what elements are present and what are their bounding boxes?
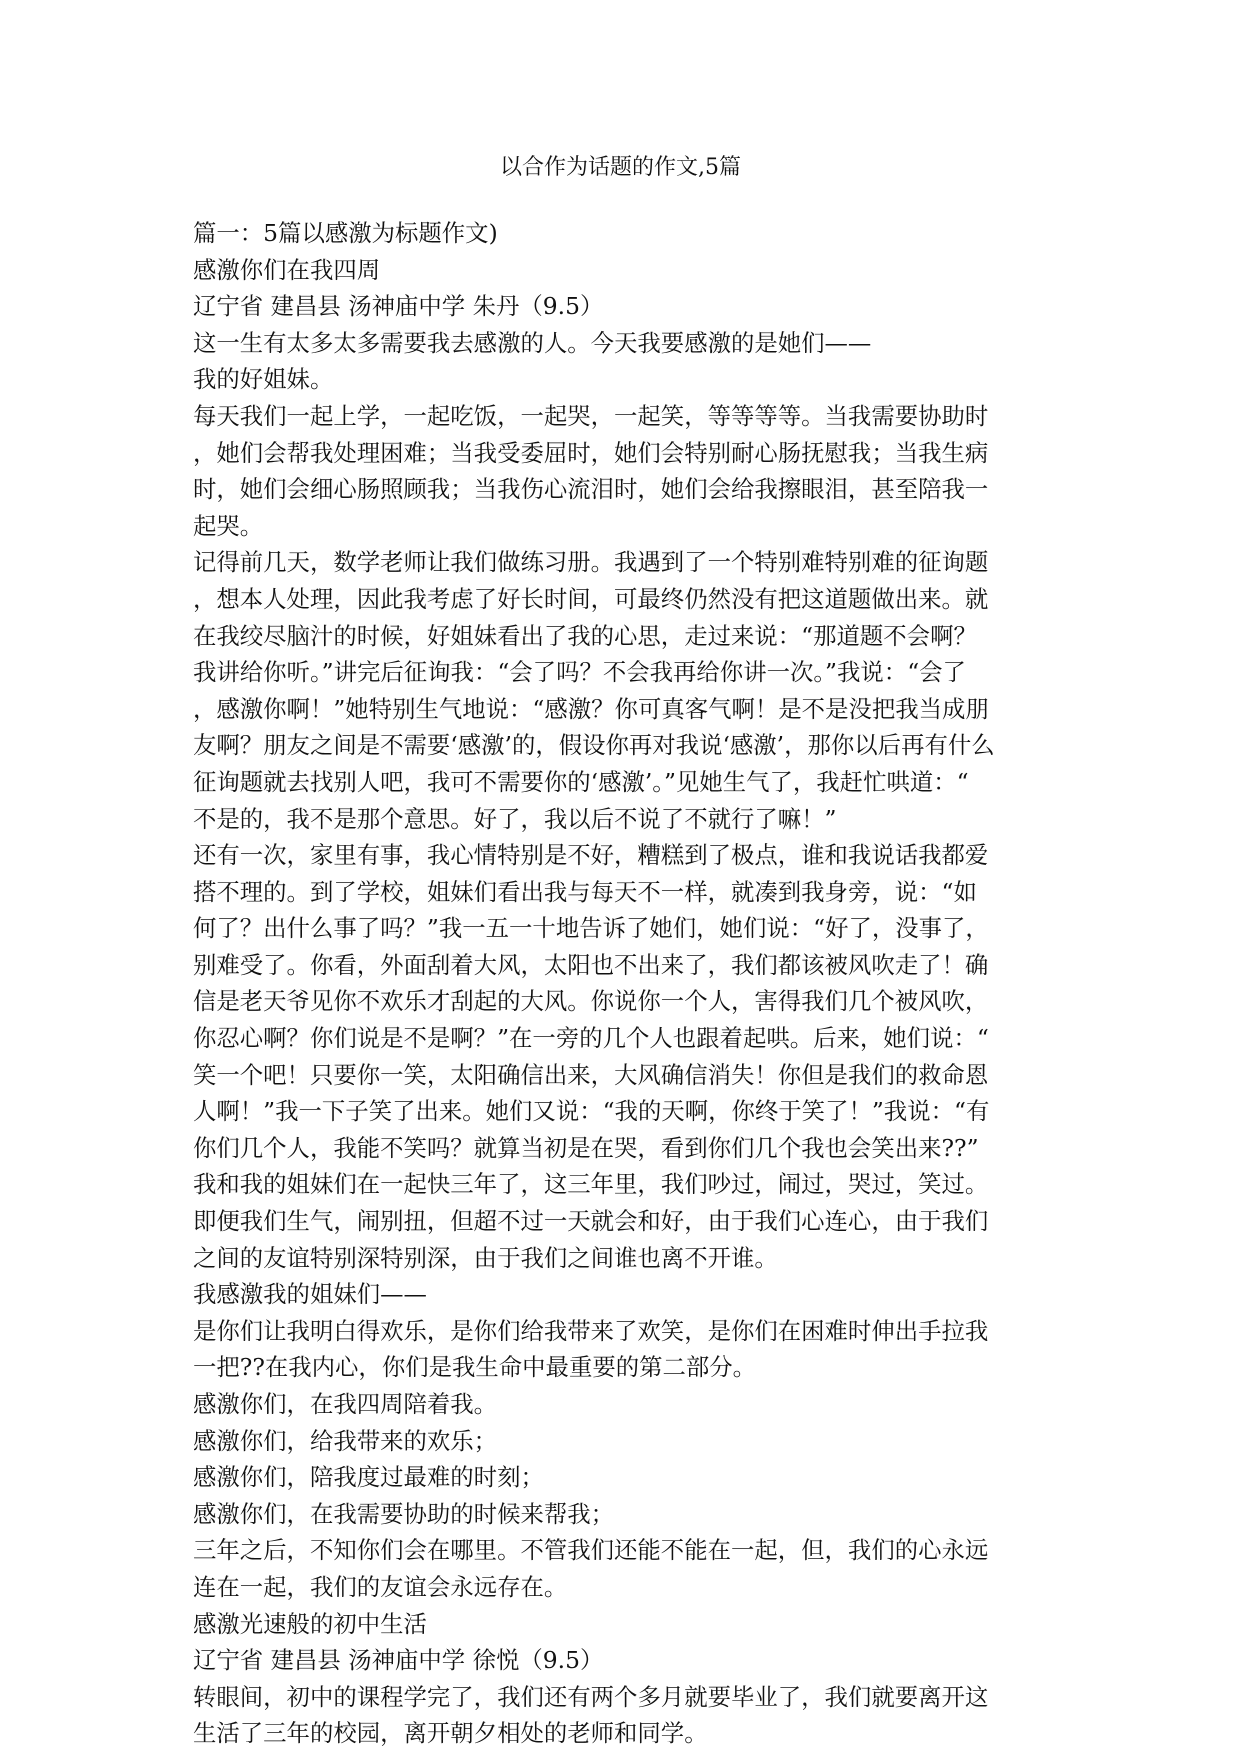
text-line: 连在一起，我们的友谊会永远存在。 bbox=[193, 1572, 568, 1601]
text-line: 感激光速般的初中生活 bbox=[193, 1609, 427, 1638]
text-line: 感激你们在我四周 bbox=[193, 255, 381, 284]
document-title: 以合作为话题的作文,5篇 bbox=[500, 155, 741, 180]
text-line: 还有一次，家里有事，我心情特别是不好，糟糕到了极点，谁和我说话我都爱 bbox=[193, 841, 989, 870]
text-line: 感激你们，给我带来的欢乐； bbox=[193, 1426, 498, 1455]
text-line: 我讲给你听。”讲完后征询我：“会了吗？不会我再给你讲一次。”我说：“会了 bbox=[193, 658, 966, 687]
text-line: 友啊？朋友之间是不需要‘感激’的，假设你再对我说‘感激’，那你以后再有什么 bbox=[193, 731, 995, 760]
document-body bbox=[193, 215, 1053, 1752]
text-line: 在我绞尽脑汁的时候，好姐妹看出了我的心思，走过来说：“那道题不会啊？ bbox=[193, 621, 977, 650]
text-line: 不是的，我不是那个意思。好了，我以后不说了不就行了嘛！” bbox=[193, 804, 837, 833]
text-line: 我和我的姐妹们在一起快三年了，这三年里，我们吵过，闹过，哭过，笑过。 bbox=[193, 1170, 989, 1199]
text-line: 征询题就去找别人吧，我可不需要你的‘感激’。”见她生气了，我赶忙哄道：“ bbox=[193, 767, 969, 796]
text-line: 一把??在我内心，你们是我生命中最重要的第二部分。 bbox=[193, 1353, 757, 1382]
text-line: 感激你们，陪我度过最难的时刻； bbox=[193, 1463, 544, 1492]
text-line: 搭不理的。到了学校，姐妹们看出我与每天不一样，就凑到我身旁，说：“如 bbox=[193, 877, 977, 906]
text-line: 记得前几天，数学老师让我们做练习册。我遇到了一个特别难特别难的征询题 bbox=[193, 548, 989, 577]
text-line: 之间的友谊特别深特别深，由于我们之间谁也离不开谁。 bbox=[193, 1243, 778, 1272]
text-line: 时，她们会细心肠照顾我；当我伤心流泪时，她们会给我擦眼泪，甚至陪我一 bbox=[193, 475, 989, 504]
text-line: 辽宁省 建昌县 汤神庙中学 朱丹（9.5） bbox=[193, 292, 604, 321]
text-line: 辽宁省 建昌县 汤神庙中学 徐悦（9.5） bbox=[193, 1646, 604, 1675]
text-line: 生活了三年的校园，离开朝夕相处的老师和同学。 bbox=[193, 1719, 708, 1748]
text-line: 我的好姐妹。 bbox=[193, 365, 334, 394]
text-line: 笑一个吧！只要你一笑，太阳确信出来，大风确信消失！你但是我们的救命恩 bbox=[193, 1060, 989, 1089]
text-line: 这一生有太多太多需要我去感激的人。今天我要感激的是她们—— bbox=[193, 328, 872, 357]
text-line: 每天我们一起上学，一起吃饭，一起哭，一起笑，等等等等。当我需要协助时 bbox=[193, 401, 989, 430]
text-line: 何了？出什么事了吗？”我一五一十地告诉了她们，她们说：“好了，没事了， bbox=[193, 914, 989, 943]
text-line: 感激你们，在我需要协助的时候来帮我； bbox=[193, 1499, 615, 1528]
text-line: 信是老天爷见你不欢乐才刮起的大风。你说你一个人，害得我们几个被风吹， bbox=[193, 987, 989, 1016]
text-line: 别难受了。你看，外面刮着大风，太阳也不出来了，我们都该被风吹走了！确 bbox=[193, 950, 989, 979]
text-line: 人啊！”我一下子笑了出来。她们又说：“我的天啊，你终于笑了！”我说：“有 bbox=[193, 1097, 990, 1126]
text-line: 你们几个人，我能不笑吗？就算当初是在哭，看到你们几个我也会笑出来??” bbox=[193, 1133, 979, 1162]
text-line: 三年之后，不知你们会在哪里。不管我们还能不能在一起，但，我们的心永远 bbox=[193, 1536, 989, 1565]
text-line: 我感激我的姐妹们—— bbox=[193, 1280, 427, 1309]
text-line: 即便我们生气，闹别扭，但超不过一天就会和好，由于我们心连心，由于我们 bbox=[193, 1207, 989, 1236]
text-line: 你忍心啊？你们说是不是啊？”在一旁的几个人也跟着起哄。后来，她们说：“ bbox=[193, 1024, 989, 1053]
text-line: ，想本人处理，因此我考虑了好长时间，可最终仍然没有把这道题做出来。就 bbox=[193, 584, 989, 613]
text-line: 篇一：5篇以感激为标题作文) bbox=[193, 219, 498, 247]
text-line: 是你们让我明白得欢乐，是你们给我带来了欢笑，是你们在困难时伸出手拉我 bbox=[193, 1316, 989, 1345]
text-line: ，感激你啊！”她特别生气地说：“感激？你可真客气啊！是不是没把我当成朋 bbox=[193, 694, 989, 723]
text-line: ，她们会帮我处理困难；当我受委屈时，她们会特别耐心肠抚慰我；当我生病 bbox=[193, 438, 989, 467]
text-line: 起哭。 bbox=[193, 511, 264, 540]
text-line: 感激你们，在我四周陪着我。 bbox=[193, 1390, 498, 1418]
text-line: 转眼间，初中的课程学完了，我们还有两个多月就要毕业了，我们就要离开这 bbox=[193, 1682, 989, 1711]
